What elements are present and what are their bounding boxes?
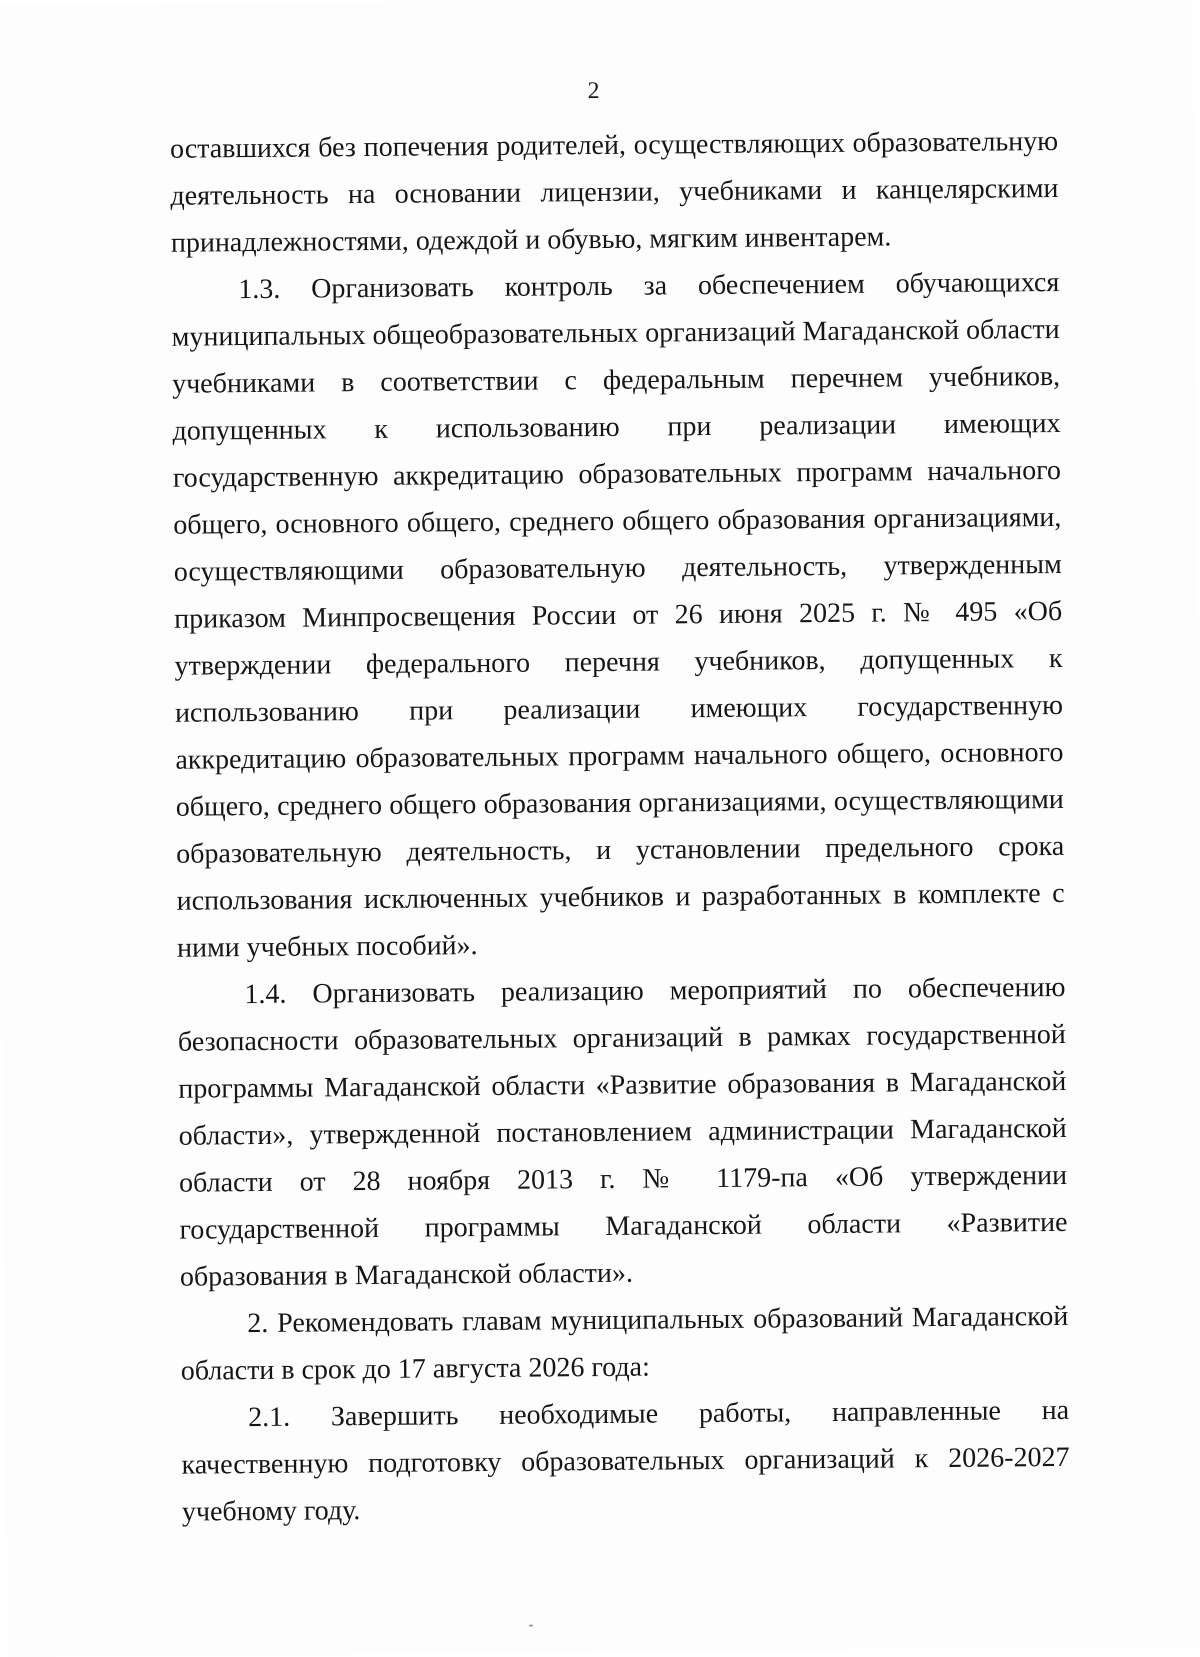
paragraph-item-2: 2. Рекомендовать главам муниципальных образований Магаданской области в срок до 17 августа 2026 года: bbox=[180, 1300, 1069, 1387]
document-body bbox=[170, 118, 1070, 1536]
paragraph-item-2-1: 2.1. Завершить необходимые работы, направленные на качественную подготовку образовательных организаций к 2026-2027 учебному году. bbox=[181, 1394, 1070, 1528]
page-number: 2 bbox=[587, 77, 600, 105]
paragraph-continuation: оставшихся без попечения родителей, осуществляющих образовательную деятельность на основании лицензии, учебниками и канцелярскими принадлежностями, одеждой и обувью, мягким инвентарем. bbox=[169, 125, 1059, 259]
paragraph-item-1-4: 1.4. Организовать реализацию мероприятий по обеспечению безопасности образовательных организаций в рамках государственной программы Магаданской области «Развитие образования в Магаданской области», утвержденной постановлением администрации Магаданской области от 28 ноября 2013 г. № 1179-па «Об утверждении государственной программы Магаданской области «Развитие образования в Магаданской области». bbox=[177, 971, 1068, 1293]
paragraph-item-1-3: 1.3. Организовать контроль за обеспечением обучающихся муниципальных общеобразовательных организаций Магаданской области учебниками в соответствии с федеральным перечнем учебников, допущенных к использованию при реализации имеющих государственную аккредитацию образовательных программ начального общего, основного общего, среднего общего образования организациями, осуществляющими образовательную деятельность, утвержденным приказом Минпросвещения России от 26 июня 2025 г. № 495 «Об утверждении федерального перечня учебников, допущенных к использованию при реализации имеющих государственную аккредитацию образовательных программ начального общего, основного общего, среднего общего образования организациями, осуществляющими образовательную деятельность, и установлении предельного срока использования исключенных учебников и разработанных в комплекте с ними учебных пособий». bbox=[171, 266, 1065, 964]
scan-speck bbox=[529, 1625, 533, 1627]
